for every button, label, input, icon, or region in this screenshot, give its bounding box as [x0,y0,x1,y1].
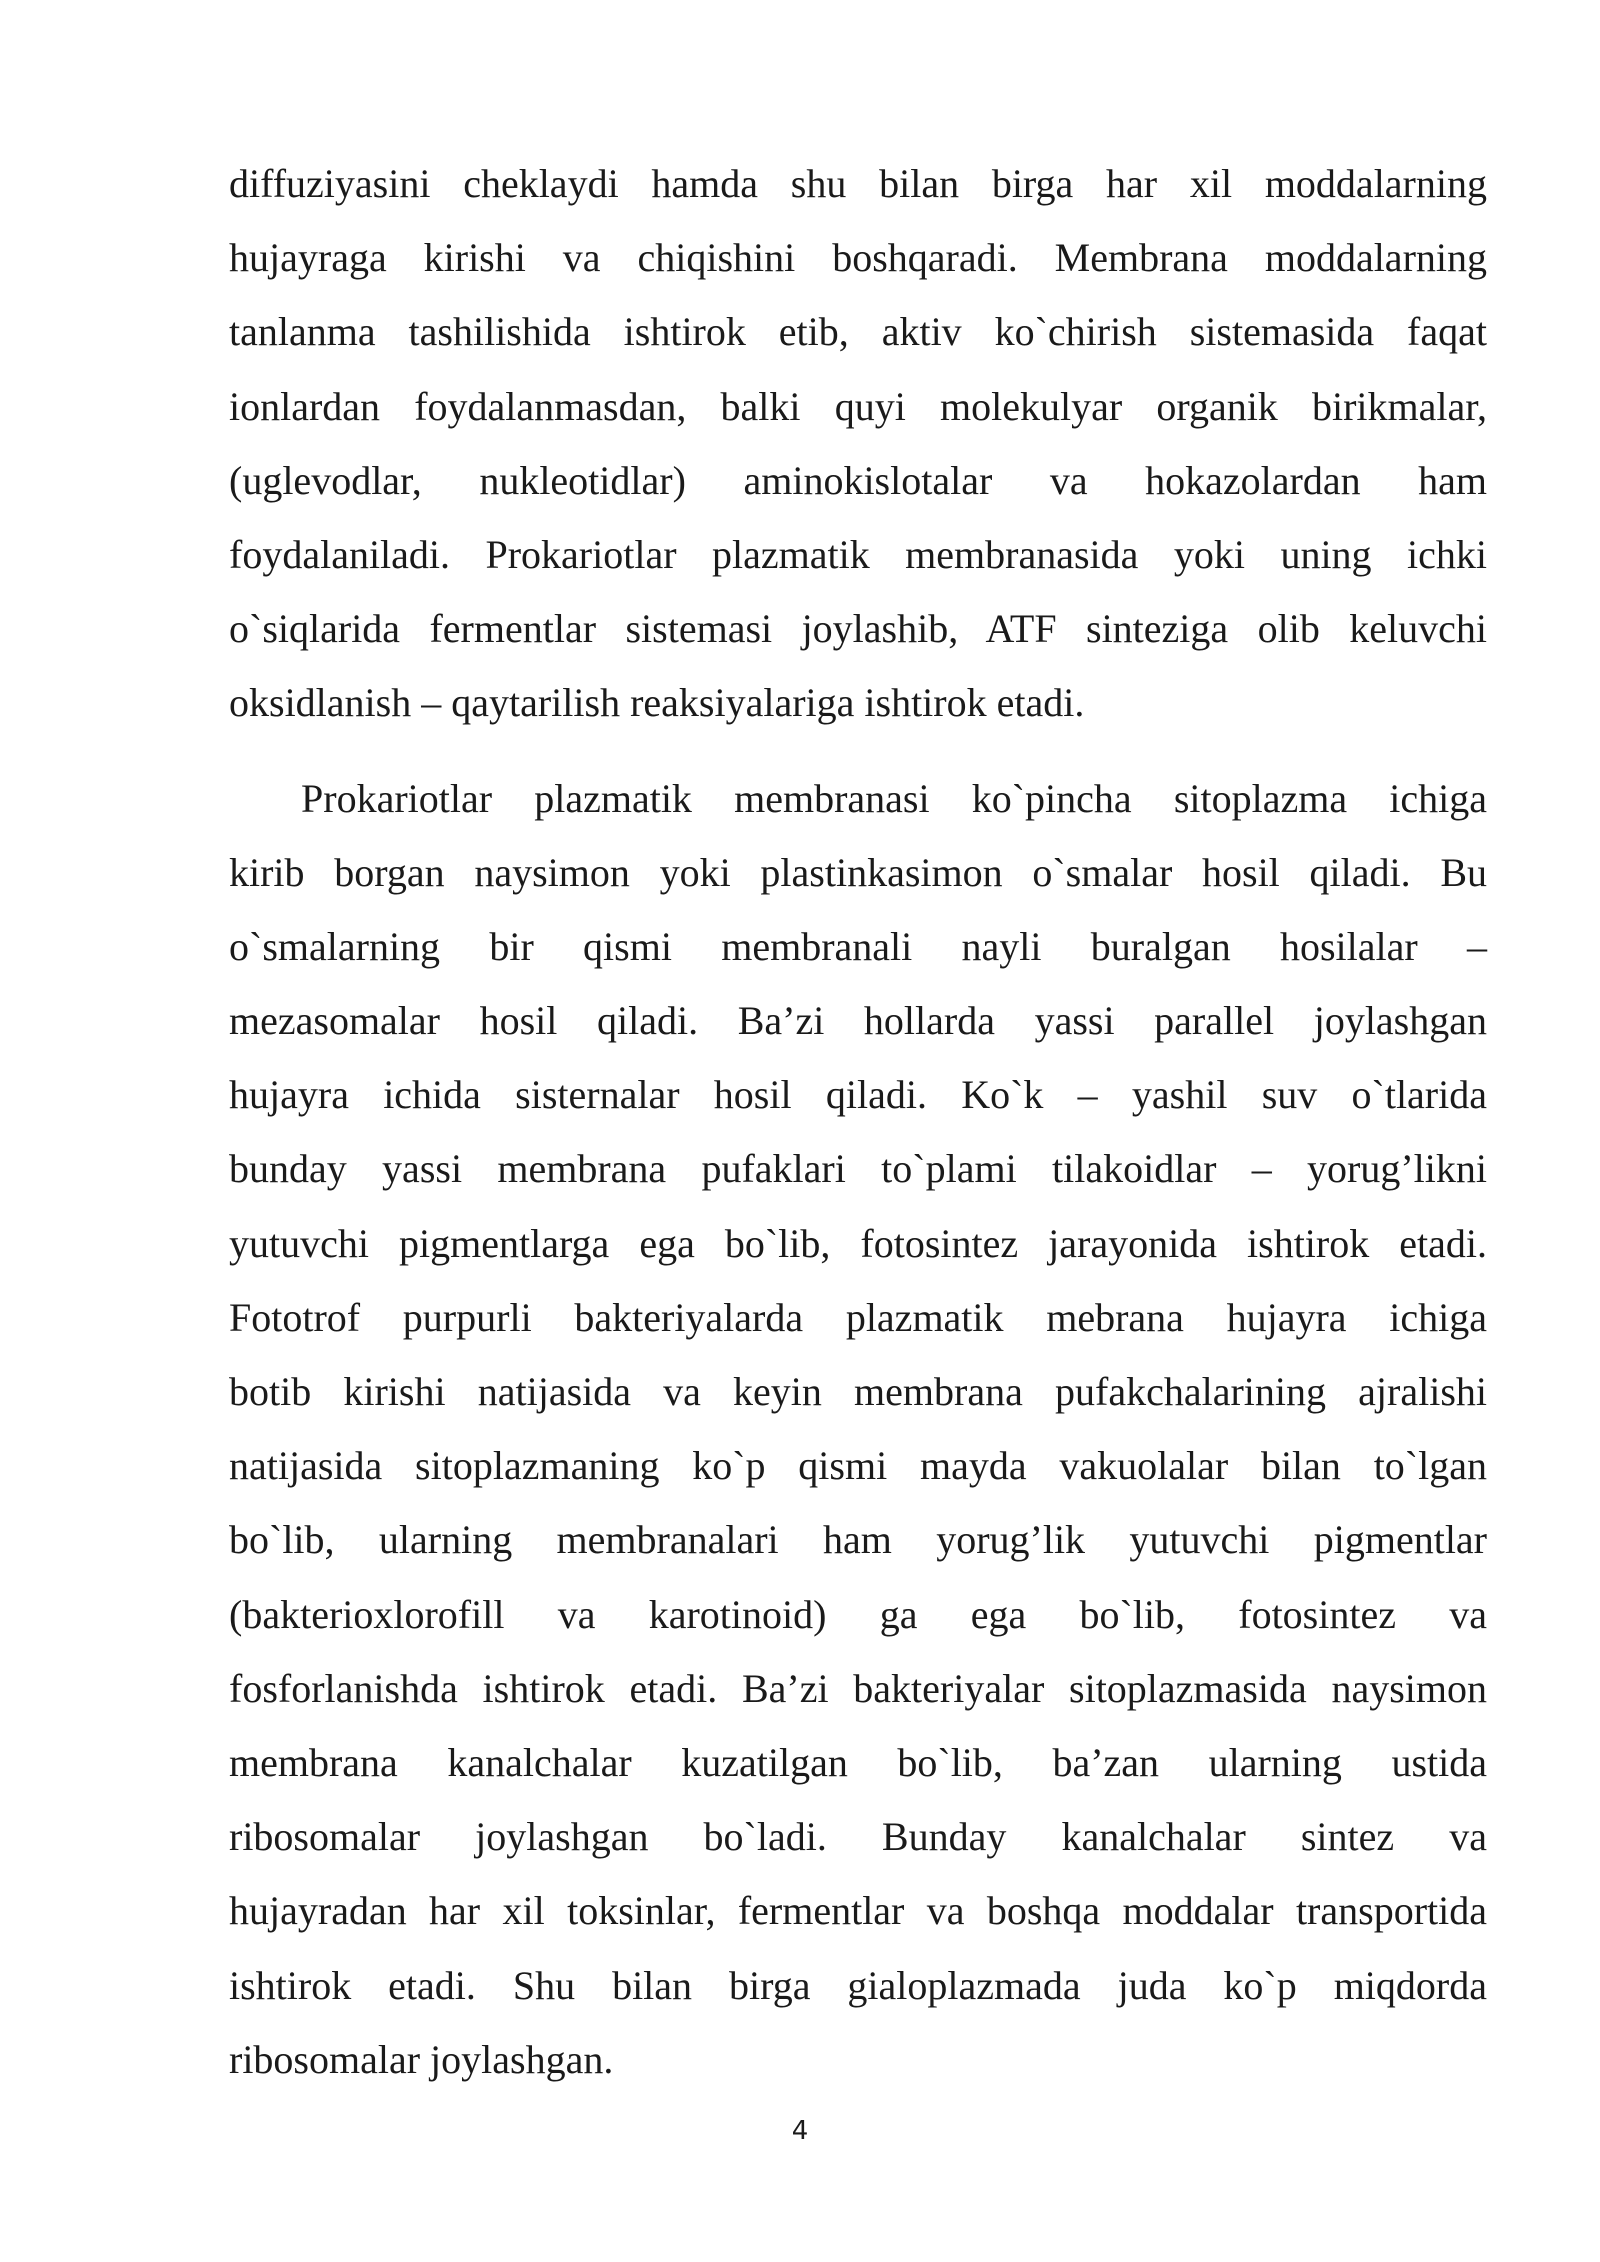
text-line: hujayra ichida sisternalar hosil qiladi. Ko`k – yashil suv o`tlarida [229,1072,1487,1118]
text-line: (bakterioxlorofill va karotinoid) ga ega bo`lib, fotosintez va [229,1591,1487,1637]
text-line: oksidlanish – qaytarilish reaksiyalariga ishtirok etadi. [229,680,1085,726]
text-line: membrana kanalchalar kuzatilgan bo`lib, ba’zan ularning ustida [229,1739,1487,1785]
text-line: (uglevodlar, nukleotidlar) aminokislotalar va hokazolardan ham [229,457,1487,503]
paragraph-2 [229,762,1487,2097]
text-line: o`smalarning bir qismi membranali nayli buralgan hosilalar – [229,923,1487,969]
text-line: Fototrof purpurli bakteriyalarda plazmatik mebrana hujayra ichiga [229,1294,1487,1340]
text-line: yutuvchi pigmentlarga ega bo`lib, fotosintez jarayonida ishtirok etadi. [229,1220,1487,1266]
text-line: hujayraga kirishi va chiqishini boshqaradi. Membrana moddalarning [229,235,1487,281]
text-line: ionlardan foydalanmasdan, balki quyi molekulyar organik birikmalar, [229,383,1487,429]
text-line: tanlanma tashilishida ishtirok etib, aktiv ko`chirish sistemasida faqat [229,309,1487,355]
text-line: Prokariotlar plazmatik membranasi ko`pincha sitoplazma ichiga [301,775,1487,821]
text-line: ishtirok etadi. Shu bilan birga gialoplazmada juda ko`p miqdorda [229,1962,1487,2008]
text-line: hujayradan har xil toksinlar, fermentlar va boshqa moddalar transportida [229,1888,1487,1934]
paragraph-1 [229,147,1487,741]
text-line: diffuziyasini cheklaydi hamda shu bilan birga har xil moddalarning [229,161,1487,206]
text-line: bo`lib, ularning membranalari ham yorug’lik yutuvchi pigmentlar [229,1517,1487,1563]
paragraph-spacer [229,741,1487,762]
text-line: ribosomalar joylashgan bo`ladi. Bunday kanalchalar sintez va [229,1814,1487,1860]
text-line: bunday yassi membrana pufaklari to`plami tilakoidlar – yorug’likni [229,1146,1487,1192]
text-line: fosforlanishda ishtirok etadi. Ba’zi bakteriyalar sitoplazmasida naysimon [229,1665,1487,1711]
text-line: o`siqlarida fermentlar sistemasi joylashib, ATF sinteziga olib keluvchi [229,606,1487,652]
text-line: botib kirishi natijasida va keyin membrana pufakchalarining ajralishi [229,1369,1487,1414]
text-line: ribosomalar joylashgan. [229,2036,614,2082]
text-line: natijasida sitoplazmaning ko`p qismi mayda vakuolalar bilan to`lgan [229,1443,1487,1489]
text-line: kirib borgan naysimon yoki plastinkasimon o`smalar hosil qiladi. Bu [229,849,1487,895]
text-line: mezasomalar hosil qiladi. Ba’zi hollarda yassi parallel joylashgan [229,998,1487,1044]
document-body [229,147,1487,2097]
page-number: 4 [791,2116,809,2146]
text-line: foydalaniladi. Prokariotlar plazmatik membranasida yoki uning ichki [229,531,1487,577]
